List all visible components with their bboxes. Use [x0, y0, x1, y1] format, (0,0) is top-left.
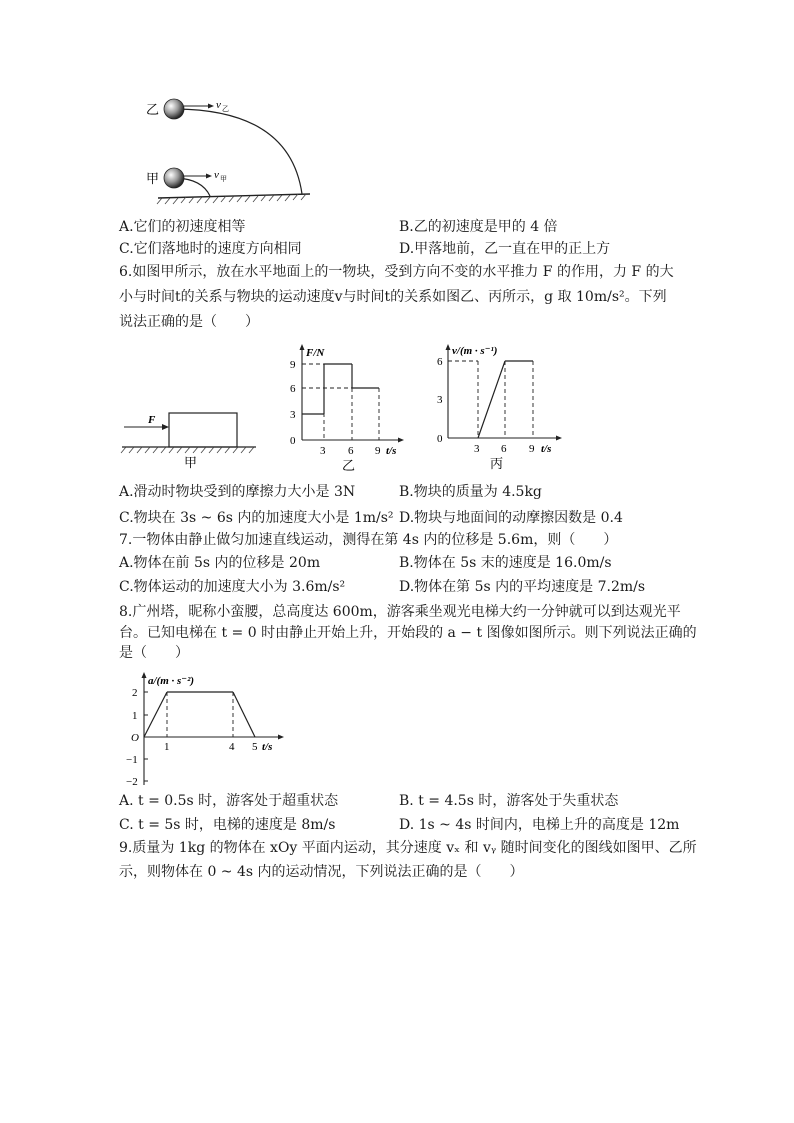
q9-stem-line2: 示，则物体在 0 ~ 4s 内的运动情况，下列说法正确的是（ ）: [119, 864, 524, 880]
yi-xtick-3: 3: [320, 445, 326, 457]
caption-jia: 甲: [184, 455, 198, 470]
block: [169, 413, 237, 447]
q8-option-d: D. 1s ~ 4s 时间内，电梯上升的高度是 12m: [399, 817, 680, 833]
q6-figure-bing-velocity-time: [432, 342, 572, 472]
q7-option-a: A.物体在前 5s 内的位移是 20m: [119, 555, 321, 571]
q5-option-b: B.乙的初速度是甲的 4 倍: [399, 219, 558, 235]
q7-option-c: C.物体运动的加速度大小为 3.6m/s²: [119, 579, 346, 595]
bing-ytick-6: 6: [437, 356, 443, 368]
q8-xtick-5: 5: [252, 741, 258, 753]
q8-ytick-2: 2: [132, 687, 138, 699]
yi-xtick-6: 6: [348, 445, 354, 457]
q6-option-c: C.物块在 3s ~ 6s 内的加速度大小是 1m/s²: [119, 510, 394, 526]
q6-option-a: A.滑动时物块受到的摩擦力大小是 3N: [119, 484, 356, 500]
q8-xtick-1: 1: [164, 741, 170, 753]
bing-xtick-3: 3: [474, 443, 480, 455]
q8-origin: O: [131, 732, 139, 744]
yi-ytick-9: 9: [290, 359, 296, 371]
q7-option-d: D.物体在第 5s 内的平均速度是 7.2m/s: [399, 579, 646, 595]
q8-ylabel: a/(m · s⁻²): [148, 675, 195, 687]
q8-figure-acceleration-time: [122, 668, 292, 790]
q8-option-c: C. t = 5s 时，电梯的速度是 8m/s: [119, 817, 336, 833]
label-yi: 乙: [146, 102, 160, 117]
q8-ytick-neg2: −2: [126, 776, 138, 788]
q6-stem-line2: 小与时间t的关系与物块的运动速度v与时间t的关系如图乙、丙所示，g 取 10m/s²。下列: [119, 289, 667, 305]
label-jia: 甲: [146, 171, 160, 186]
q7-option-b: B.物体在 5s 末的速度是 16.0m/s: [399, 555, 612, 571]
bing-ytick-3: 3: [437, 394, 443, 406]
yi-xlabel: t/s: [386, 445, 397, 457]
q6-option-b: B.物块的质量为 4.5kg: [399, 484, 542, 500]
yi-ytick-3: 3: [290, 409, 296, 421]
q8-stem-line3: 是（ ）: [119, 645, 189, 661]
velocity-line: [478, 361, 533, 438]
bing-xlabel: t/s: [541, 443, 552, 455]
force-arrow: [162, 424, 169, 430]
projectile-figure: [140, 88, 320, 210]
ball-jia: [164, 168, 184, 188]
label-v-yi-sub: 乙: [222, 105, 229, 113]
q8-ytick-neg1: −1: [126, 754, 138, 766]
q8-option-b: B. t = 4.5s 时，游客处于失重状态: [399, 793, 619, 809]
q8-stem-line1: 8.广州塔，昵称小蛮腰，总高度达 600m，游客乘坐观光电梯大约一分钟就可以到达观光平: [119, 604, 681, 620]
q6-figure-jia: [118, 405, 258, 471]
label-v-jia-sub: 甲: [220, 175, 227, 183]
bing-ylabel: v/(m · s⁻¹): [452, 345, 498, 357]
q6-stem-line1: 6.如图甲所示，放在水平地面上的一物块，受到方向不变的水平推力 F 的作用，力 F 的大: [119, 264, 674, 280]
acceleration-line: [144, 692, 255, 737]
label-force: F: [148, 414, 156, 426]
bing-ytick-0: 0: [437, 433, 443, 445]
ball-yi: [164, 99, 184, 119]
q5-option-d: D.甲落地前，乙一直在甲的正上方: [399, 241, 611, 257]
yi-ylabel: F/N: [306, 347, 325, 359]
q8-xtick-4: 4: [229, 741, 235, 753]
q5-option-c: C.它们落地时的速度方向相同: [119, 241, 302, 257]
caption-bing: 丙: [490, 456, 504, 471]
q6-figure-yi-force-time: [280, 342, 410, 472]
bing-xtick-6: 6: [501, 443, 507, 455]
force-step-line: [302, 364, 379, 414]
label-v-jia: v: [214, 169, 219, 181]
q8-option-a: A. t = 0.5s 时，游客处于超重状态: [119, 793, 339, 809]
q8-ytick-1: 1: [132, 710, 138, 722]
caption-yi: 乙: [342, 458, 356, 472]
yi-ytick-6: 6: [290, 383, 296, 395]
yi-xtick-9: 9: [375, 445, 381, 457]
q8-xlabel: t/s: [262, 741, 273, 753]
q9-stem-line1: 9.质量为 1kg 的物体在 xOy 平面内运动，其分速度 vₓ 和 vᵧ 随时间变化的图线如图甲、乙所: [119, 840, 697, 856]
yi-ytick-0: 0: [290, 435, 296, 447]
q6-stem-line3: 说法正确的是（ ）: [119, 314, 259, 330]
q8-stem-line2: 台。已知电梯在 t = 0 时由静止开始上升，开始段的 a − t 图像如图所示。则下列说法正确的: [119, 625, 697, 641]
label-v-yi: v: [216, 99, 221, 111]
bing-xtick-9: 9: [529, 443, 535, 455]
q6-option-d: D.物块与地面间的动摩擦因数是 0.4: [399, 510, 623, 526]
q7-stem: 7.一物体由静止做匀加速直线运动，测得在第 4s 内的位移是 5.6m，则（ ）: [119, 532, 618, 548]
q5-option-a: A.它们的初速度相等: [119, 219, 246, 235]
